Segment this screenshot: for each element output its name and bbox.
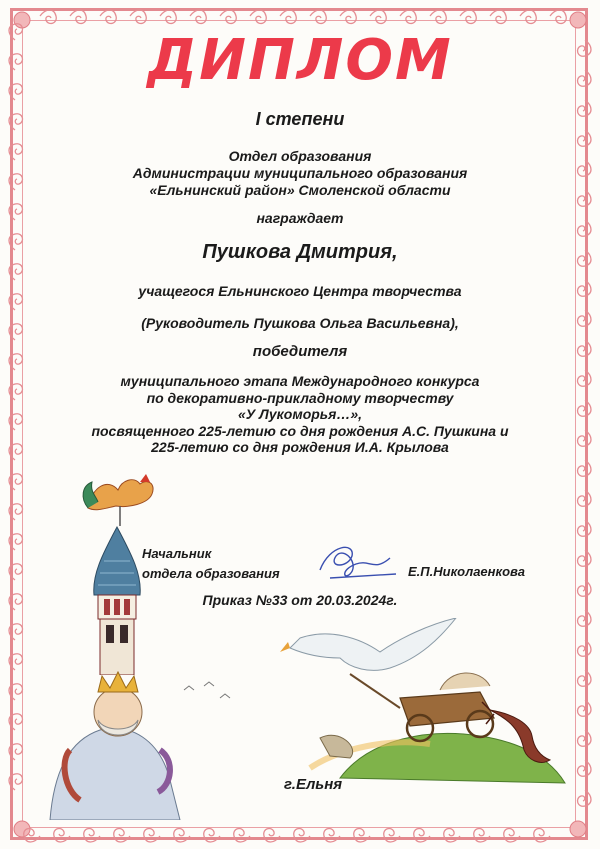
ornament-curl (9, 564, 22, 580)
ornament-curl (9, 474, 22, 490)
ornament-curl (354, 829, 370, 842)
rooster-weathervane-icon (78, 468, 164, 528)
org-line: Администрации муниципального образования (132, 165, 468, 181)
ornament-curl (220, 10, 236, 23)
ornament-curl (9, 504, 22, 520)
ornament-curl (174, 829, 190, 842)
ornament-curl (578, 550, 591, 566)
crayfish-icon (480, 700, 560, 770)
ornament-curl (504, 829, 520, 842)
ornament-curl (204, 829, 220, 842)
ornament-curl (550, 10, 566, 23)
ornament-curl (190, 10, 206, 23)
recipient-name: Пушкова Дмитрия, (202, 241, 398, 263)
ornament-curl (430, 10, 446, 23)
signatory-name: Е.П.Николаенкова (408, 564, 525, 579)
ornament-curl (578, 790, 591, 806)
ornament-curl (444, 829, 460, 842)
ornament-curl (9, 714, 22, 730)
ornament-curl (578, 490, 591, 506)
ornament-curl (578, 520, 591, 536)
king-figure-icon (40, 660, 190, 820)
ornament-curl (460, 10, 476, 23)
org-line: «Ельнинский район» Смоленской области (149, 182, 451, 198)
ornament-curl (400, 10, 416, 23)
signature-icon (300, 534, 410, 590)
ornament-curl (578, 760, 591, 776)
ornament-curl (160, 10, 176, 23)
ornament-curl (250, 10, 266, 23)
ornament-curl (578, 730, 591, 746)
recipient-affiliation: учащегося Ельнинского Центра творчества (138, 283, 462, 299)
ornament-curl (9, 264, 22, 280)
ornament-curl (578, 610, 591, 626)
ornament-curl (310, 10, 326, 23)
signatory-title (142, 544, 280, 584)
ornament-curl (578, 460, 591, 476)
order-reference: Приказ №33 от 20.03.2024г. (202, 592, 398, 608)
ornament-curl (9, 654, 22, 670)
ornament-curl (370, 10, 386, 23)
contest-line: по декоративно-прикладному творчеству (146, 389, 454, 406)
ornament-curl (384, 829, 400, 842)
ornament-curl (144, 829, 160, 842)
signatory-title-line: Начальник (142, 546, 212, 561)
contest-line: 225-летию со дня рождения И.А. Крылова (151, 439, 449, 455)
ornament-curl (578, 130, 591, 146)
signatory-title-line: отдела образования (142, 566, 280, 581)
ornament-curl (9, 684, 22, 700)
birds-icon (180, 680, 240, 710)
ornament-curl (114, 829, 130, 842)
ornament-curl (534, 829, 550, 842)
ornament-curl (234, 829, 250, 842)
winner-label: победителя (252, 343, 348, 360)
ornament-curl (9, 774, 22, 790)
ornament-curl (100, 10, 116, 23)
contest-line: посвященного 225-летию со дня рождения А.С. Пушкина и (91, 422, 509, 439)
ornament-curl (474, 829, 490, 842)
ornament-curl (340, 10, 356, 23)
diploma-title: ДИПЛОМ (147, 28, 453, 93)
ornament-curl (578, 640, 591, 656)
ornament-curl (9, 534, 22, 550)
ornament-curl (280, 10, 296, 23)
tower-icon (82, 525, 152, 675)
ornament-curl (490, 10, 506, 23)
degree-label: I степени (255, 109, 345, 129)
city-label: г.Ельня (284, 776, 343, 793)
ornament-curl (54, 829, 70, 842)
ornament-curl (70, 10, 86, 23)
contest-line: «У Лукоморья…», (237, 406, 363, 422)
ornament-curl (40, 10, 56, 23)
contest-block (0, 373, 600, 456)
ornament-curl (324, 829, 340, 842)
ornament-curl (84, 829, 100, 842)
contest-line: муниципального этапа Международного конкурса (120, 373, 480, 389)
awards-verb: награждает (256, 210, 344, 226)
ornament-curl (130, 10, 146, 23)
ornament-curl (578, 670, 591, 686)
ornament-curl (294, 829, 310, 842)
organization-block (0, 148, 600, 199)
ornament-curl (264, 829, 280, 842)
org-line: Отдел образования (228, 148, 372, 164)
ornament-curl (9, 744, 22, 760)
leader-line: (Руководитель Пушкова Ольга Васильевна), (141, 315, 459, 331)
ornament-curl (9, 624, 22, 640)
ornament-curl (414, 829, 430, 842)
ornament-curl (578, 700, 591, 716)
ornament-curl (520, 10, 536, 23)
